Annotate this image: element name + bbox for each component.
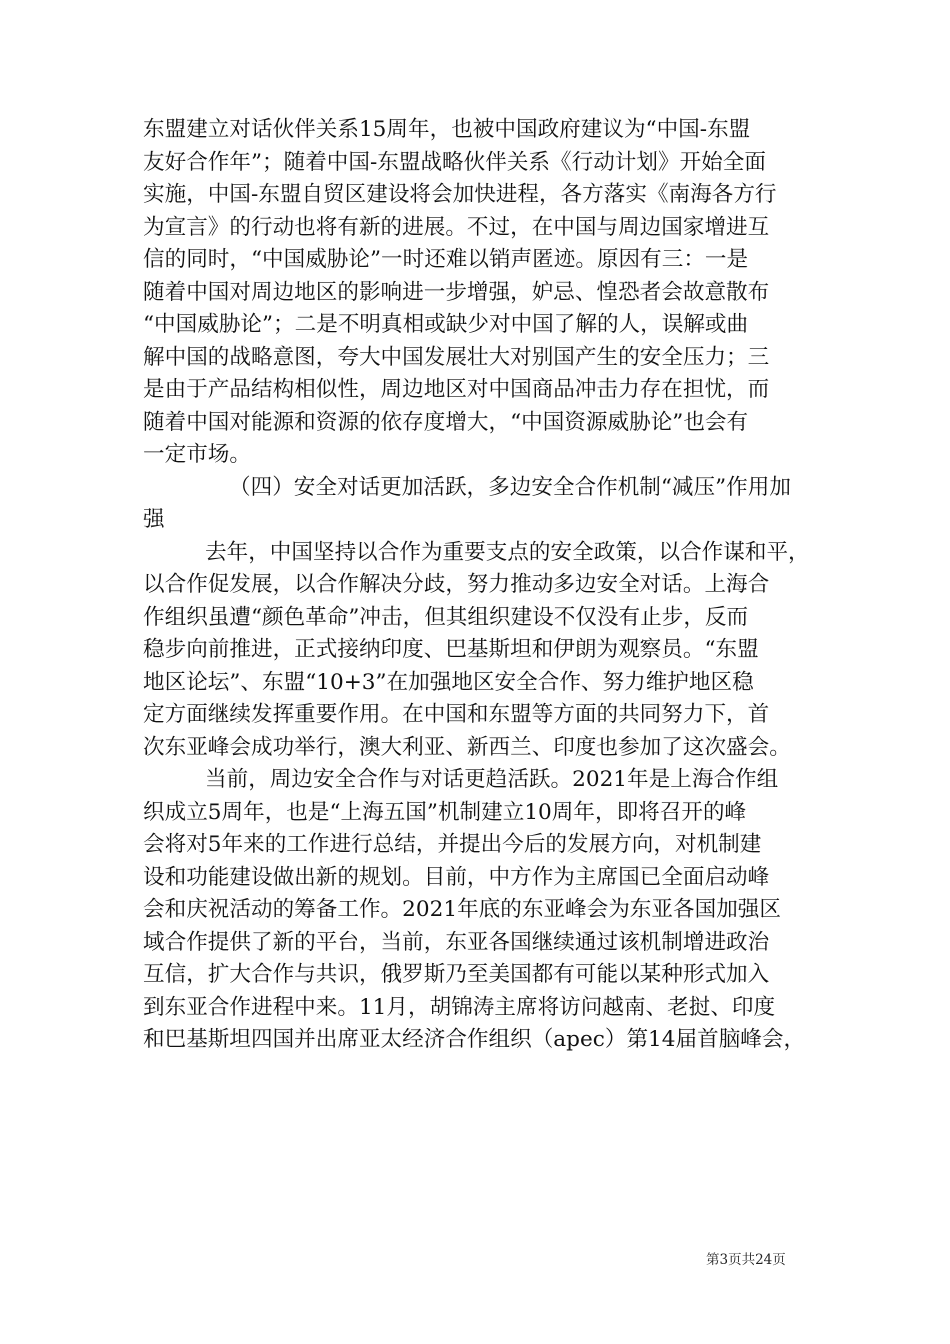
text-line: 东盟建立对话伙伴关系15周年，也被中国政府建议为“中国-东盟 (143, 117, 751, 142)
text-line: 次东亚峰会成功举行，澳大利亚、新西兰、印度也参加了这次盛会。 (143, 734, 791, 760)
text-line: 稳步向前推进，正式接纳印度、巴基斯坦和伊朗为观察员。“东盟 (143, 637, 759, 662)
text-line: 织成立5周年，也是“上海五国”机制建立10周年，即将召开的峰 (143, 799, 747, 825)
text-line: 和巴基斯坦四国并出席亚太经济合作组织（apec）第14届首脑峰会， (143, 1027, 806, 1052)
text-line: 为宣言》的行动也将有新的进展。不过，在中国与周边国家增进互 (143, 214, 770, 240)
text-line: 随着中国对周边地区的影响进一步增强，妒忌、惶恐者会故意散布 (143, 279, 770, 305)
text-line: “中国威胁论”；二是不明真相或缺少对中国了解的人，误解或曲 (143, 312, 749, 337)
text-line: 会和庆祝活动的筹备工作。2021年底的东亚峰会为东亚各国加强区 (143, 897, 781, 922)
text-line: 以合作促发展，以合作解决分歧，努力推动多边安全对话。上海合 (143, 572, 770, 597)
text-line: 是由于产品结构相似性，周边地区对中国商品冲击力存在担忧，而 (143, 377, 770, 402)
text-line: 互信，扩大合作与共识，俄罗斯乃至美国都有可能以某种形式加入 (143, 962, 770, 987)
section-heading-continued: 强 (143, 507, 165, 532)
text-line: 随着中国对能源和资源的依存度增大，“中国资源威胁论”也会有 (143, 409, 749, 435)
page-number-footer: 第3页共24页 (706, 1252, 786, 1268)
text-line: 解中国的战略意图，夸大中国发展壮大对别国产生的安全压力；三 (143, 344, 770, 370)
paragraph-start: 当前，周边安全合作与对话更趋活跃。2021年是上海合作组 (205, 767, 779, 792)
text-line: 设和功能建设做出新的规划。目前，中方作为主席国已全面启动峰 (143, 864, 770, 890)
paragraph-start: 去年，中国坚持以合作为重要支点的安全政策，以合作谋和平， (205, 539, 810, 565)
body-text (143, 114, 833, 1057)
text-line: 友好合作年”；随着中国-东盟战略伙伴关系《行动计划》开始全面 (143, 149, 766, 175)
text-line: 一定市场。 (143, 442, 251, 467)
text-line: 到东亚合作进程中来。11月，胡锦涛主席将访问越南、老挝、印度 (143, 994, 776, 1020)
text-line: 实施，中国-东盟自贸区建设将会加快进程，各方落实《南海各方行 (143, 182, 777, 207)
text-line: 域合作提供了新的平台，当前，东亚各国继续通过该机制增进政治 (143, 929, 770, 955)
text-line: 信的同时，“中国威胁论”一时还难以销声匿迹。原因有三：一是 (143, 247, 749, 272)
text-line: 作组织虽遭“颜色革命”冲击，但其组织建设不仅没有止步，反而 (143, 604, 749, 630)
section-heading: （四）安全对话更加活跃，多边安全合作机制“减压”作用加 (229, 474, 791, 500)
text-line: 地区论坛”、东盟“10+3”在加强地区安全合作、努力维护地区稳 (143, 669, 754, 695)
text-line: 会将对5年来的工作进行总结，并提出今后的发展方向，对机制建 (143, 832, 762, 857)
text-line: 定方面继续发挥重要作用。在中国和东盟等方面的共同努力下，首 (143, 702, 770, 727)
